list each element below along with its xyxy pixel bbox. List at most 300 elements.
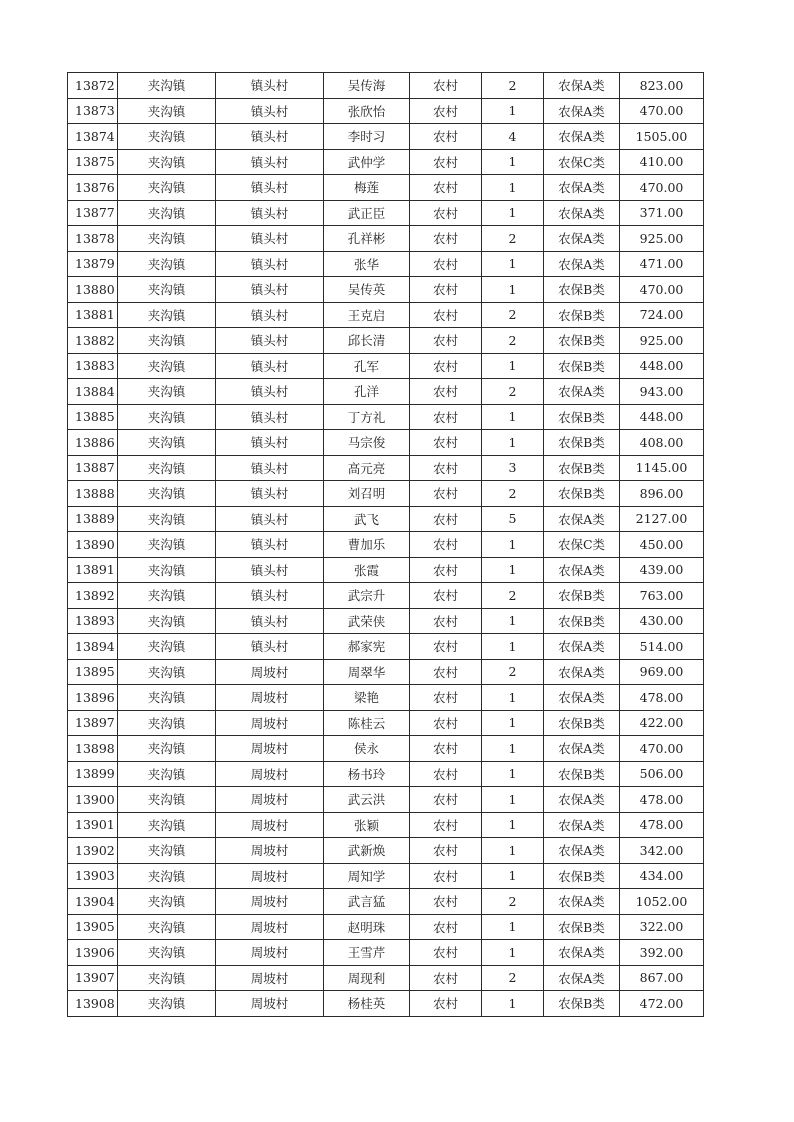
cell-household-type: 农村 (410, 787, 482, 813)
cell-town: 夹沟镇 (118, 710, 216, 736)
cell-id: 13903 (68, 863, 118, 889)
cell-category: 农保A类 (544, 379, 620, 405)
cell-village: 周坡村 (216, 812, 324, 838)
cell-village: 镇头村 (216, 455, 324, 481)
cell-persons: 1 (482, 98, 544, 124)
cell-village: 周坡村 (216, 914, 324, 940)
cell-persons: 1 (482, 251, 544, 277)
cell-name: 侯永 (324, 736, 410, 762)
cell-town: 夹沟镇 (118, 940, 216, 966)
cell-persons: 2 (482, 328, 544, 354)
cell-name: 武仲学 (324, 149, 410, 175)
cell-amount: 470.00 (620, 736, 704, 762)
cell-village: 镇头村 (216, 149, 324, 175)
table-row (68, 124, 704, 150)
cell-town: 夹沟镇 (118, 965, 216, 991)
cell-id: 13904 (68, 889, 118, 915)
cell-amount: 867.00 (620, 965, 704, 991)
cell-id: 13908 (68, 991, 118, 1017)
cell-amount: 969.00 (620, 659, 704, 685)
cell-household-type: 农村 (410, 200, 482, 226)
cell-id: 13880 (68, 277, 118, 303)
cell-village: 镇头村 (216, 302, 324, 328)
cell-village: 镇头村 (216, 328, 324, 354)
cell-name: 梅莲 (324, 175, 410, 201)
cell-household-type: 农村 (410, 583, 482, 609)
cell-amount: 470.00 (620, 277, 704, 303)
cell-village: 镇头村 (216, 506, 324, 532)
cell-amount: 1145.00 (620, 455, 704, 481)
cell-name: 张颖 (324, 812, 410, 838)
table-row (68, 583, 704, 609)
cell-household-type: 农村 (410, 73, 482, 99)
cell-id: 13878 (68, 226, 118, 252)
cell-persons: 1 (482, 532, 544, 558)
cell-persons: 1 (482, 608, 544, 634)
cell-amount: 1052.00 (620, 889, 704, 915)
cell-village: 周坡村 (216, 965, 324, 991)
cell-name: 刘召明 (324, 481, 410, 507)
cell-category: 农保B类 (544, 608, 620, 634)
cell-category: 农保C类 (544, 532, 620, 558)
cell-category: 农保B类 (544, 302, 620, 328)
cell-household-type: 农村 (410, 175, 482, 201)
table-row (68, 277, 704, 303)
table-row (68, 353, 704, 379)
cell-name: 梁艳 (324, 685, 410, 711)
cell-name: 王克启 (324, 302, 410, 328)
cell-amount: 763.00 (620, 583, 704, 609)
cell-id: 13892 (68, 583, 118, 609)
cell-household-type: 农村 (410, 685, 482, 711)
table-row (68, 991, 704, 1017)
cell-household-type: 农村 (410, 124, 482, 150)
cell-category: 农保B类 (544, 353, 620, 379)
table-row (68, 226, 704, 252)
table-row (68, 506, 704, 532)
cell-amount: 478.00 (620, 787, 704, 813)
cell-persons: 1 (482, 787, 544, 813)
cell-amount: 478.00 (620, 812, 704, 838)
cell-amount: 439.00 (620, 557, 704, 583)
cell-village: 周坡村 (216, 659, 324, 685)
table-row (68, 532, 704, 558)
cell-amount: 342.00 (620, 838, 704, 864)
cell-town: 夹沟镇 (118, 302, 216, 328)
table-row (68, 659, 704, 685)
cell-town: 夹沟镇 (118, 200, 216, 226)
table-row (68, 557, 704, 583)
cell-id: 13888 (68, 481, 118, 507)
cell-household-type: 农村 (410, 149, 482, 175)
cell-category: 农保A类 (544, 634, 620, 660)
cell-name: 王雪芹 (324, 940, 410, 966)
cell-household-type: 农村 (410, 455, 482, 481)
cell-persons: 2 (482, 226, 544, 252)
cell-town: 夹沟镇 (118, 761, 216, 787)
cell-id: 13893 (68, 608, 118, 634)
cell-category: 农保B类 (544, 914, 620, 940)
cell-town: 夹沟镇 (118, 98, 216, 124)
cell-town: 夹沟镇 (118, 736, 216, 762)
cell-town: 夹沟镇 (118, 634, 216, 660)
cell-amount: 943.00 (620, 379, 704, 405)
cell-amount: 472.00 (620, 991, 704, 1017)
table-row (68, 328, 704, 354)
cell-household-type: 农村 (410, 710, 482, 736)
cell-amount: 392.00 (620, 940, 704, 966)
table-row (68, 98, 704, 124)
cell-amount: 422.00 (620, 710, 704, 736)
cell-town: 夹沟镇 (118, 583, 216, 609)
cell-town: 夹沟镇 (118, 863, 216, 889)
cell-town: 夹沟镇 (118, 353, 216, 379)
cell-town: 夹沟镇 (118, 608, 216, 634)
table-row (68, 379, 704, 405)
cell-household-type: 农村 (410, 353, 482, 379)
cell-town: 夹沟镇 (118, 914, 216, 940)
cell-amount: 724.00 (620, 302, 704, 328)
table-row (68, 838, 704, 864)
cell-name: 周现利 (324, 965, 410, 991)
cell-name: 孔洋 (324, 379, 410, 405)
cell-amount: 925.00 (620, 328, 704, 354)
cell-amount: 823.00 (620, 73, 704, 99)
cell-village: 周坡村 (216, 710, 324, 736)
cell-village: 周坡村 (216, 889, 324, 915)
cell-persons: 2 (482, 659, 544, 685)
cell-id: 13902 (68, 838, 118, 864)
cell-category: 农保A类 (544, 226, 620, 252)
table-row (68, 812, 704, 838)
table-row (68, 914, 704, 940)
table-row (68, 608, 704, 634)
cell-persons: 1 (482, 812, 544, 838)
cell-town: 夹沟镇 (118, 659, 216, 685)
cell-household-type: 农村 (410, 659, 482, 685)
cell-name: 张欣怡 (324, 98, 410, 124)
cell-town: 夹沟镇 (118, 379, 216, 405)
table-row (68, 965, 704, 991)
cell-id: 13898 (68, 736, 118, 762)
cell-village: 镇头村 (216, 608, 324, 634)
cell-town: 夹沟镇 (118, 685, 216, 711)
cell-amount: 410.00 (620, 149, 704, 175)
table-row (68, 787, 704, 813)
cell-persons: 3 (482, 455, 544, 481)
cell-village: 镇头村 (216, 557, 324, 583)
cell-household-type: 农村 (410, 889, 482, 915)
document-page (67, 72, 704, 1017)
cell-household-type: 农村 (410, 98, 482, 124)
cell-category: 农保A类 (544, 506, 620, 532)
cell-category: 农保B类 (544, 328, 620, 354)
cell-village: 周坡村 (216, 940, 324, 966)
cell-village: 周坡村 (216, 787, 324, 813)
cell-persons: 2 (482, 379, 544, 405)
cell-town: 夹沟镇 (118, 73, 216, 99)
cell-household-type: 农村 (410, 379, 482, 405)
cell-village: 镇头村 (216, 353, 324, 379)
cell-village: 镇头村 (216, 481, 324, 507)
cell-amount: 471.00 (620, 251, 704, 277)
cell-town: 夹沟镇 (118, 506, 216, 532)
cell-amount: 478.00 (620, 685, 704, 711)
cell-category: 农保A类 (544, 965, 620, 991)
cell-household-type: 农村 (410, 506, 482, 532)
cell-persons: 2 (482, 889, 544, 915)
cell-persons: 1 (482, 175, 544, 201)
cell-category: 农保B类 (544, 430, 620, 456)
cell-persons: 2 (482, 481, 544, 507)
cell-id: 13872 (68, 73, 118, 99)
cell-persons: 1 (482, 761, 544, 787)
cell-household-type: 农村 (410, 838, 482, 864)
cell-village: 镇头村 (216, 430, 324, 456)
cell-persons: 1 (482, 991, 544, 1017)
cell-village: 周坡村 (216, 838, 324, 864)
table-row (68, 175, 704, 201)
cell-name: 郝家宪 (324, 634, 410, 660)
cell-id: 13895 (68, 659, 118, 685)
cell-category: 农保A类 (544, 251, 620, 277)
cell-id: 13879 (68, 251, 118, 277)
cell-persons: 1 (482, 430, 544, 456)
cell-town: 夹沟镇 (118, 532, 216, 558)
cell-id: 13891 (68, 557, 118, 583)
cell-id: 13896 (68, 685, 118, 711)
cell-id: 13906 (68, 940, 118, 966)
cell-name: 李时习 (324, 124, 410, 150)
cell-category: 农保B类 (544, 863, 620, 889)
cell-village: 镇头村 (216, 226, 324, 252)
table-row (68, 710, 704, 736)
cell-amount: 470.00 (620, 98, 704, 124)
cell-category: 农保A类 (544, 940, 620, 966)
cell-persons: 5 (482, 506, 544, 532)
cell-id: 13907 (68, 965, 118, 991)
cell-category: 农保C类 (544, 149, 620, 175)
cell-id: 13882 (68, 328, 118, 354)
table-row (68, 404, 704, 430)
cell-persons: 2 (482, 302, 544, 328)
cell-name: 武云洪 (324, 787, 410, 813)
table-row (68, 251, 704, 277)
cell-amount: 448.00 (620, 353, 704, 379)
cell-town: 夹沟镇 (118, 481, 216, 507)
cell-town: 夹沟镇 (118, 430, 216, 456)
cell-persons: 1 (482, 736, 544, 762)
cell-town: 夹沟镇 (118, 812, 216, 838)
cell-village: 镇头村 (216, 634, 324, 660)
cell-name: 邱长清 (324, 328, 410, 354)
cell-persons: 1 (482, 634, 544, 660)
cell-village: 镇头村 (216, 73, 324, 99)
cell-name: 武正臣 (324, 200, 410, 226)
table-row (68, 455, 704, 481)
cell-household-type: 农村 (410, 557, 482, 583)
cell-persons: 1 (482, 557, 544, 583)
cell-category: 农保B类 (544, 761, 620, 787)
cell-category: 农保A类 (544, 98, 620, 124)
cell-town: 夹沟镇 (118, 277, 216, 303)
cell-amount: 371.00 (620, 200, 704, 226)
cell-village: 镇头村 (216, 251, 324, 277)
table-row (68, 200, 704, 226)
cell-category: 农保A类 (544, 659, 620, 685)
cell-town: 夹沟镇 (118, 991, 216, 1017)
cell-persons: 2 (482, 965, 544, 991)
cell-town: 夹沟镇 (118, 175, 216, 201)
cell-town: 夹沟镇 (118, 124, 216, 150)
cell-amount: 1505.00 (620, 124, 704, 150)
cell-persons: 1 (482, 710, 544, 736)
cell-name: 杨桂英 (324, 991, 410, 1017)
cell-name: 张华 (324, 251, 410, 277)
cell-name: 孔祥彬 (324, 226, 410, 252)
cell-id: 13885 (68, 404, 118, 430)
cell-id: 13887 (68, 455, 118, 481)
cell-category: 农保A类 (544, 736, 620, 762)
table-row (68, 430, 704, 456)
table-body (68, 73, 704, 1017)
cell-persons: 1 (482, 404, 544, 430)
cell-category: 农保B类 (544, 277, 620, 303)
cell-name: 武言猛 (324, 889, 410, 915)
cell-id: 13876 (68, 175, 118, 201)
cell-amount: 448.00 (620, 404, 704, 430)
cell-category: 农保A类 (544, 200, 620, 226)
cell-amount: 925.00 (620, 226, 704, 252)
cell-persons: 2 (482, 583, 544, 609)
cell-amount: 470.00 (620, 175, 704, 201)
cell-amount: 430.00 (620, 608, 704, 634)
cell-village: 周坡村 (216, 863, 324, 889)
cell-amount: 434.00 (620, 863, 704, 889)
cell-category: 农保A类 (544, 73, 620, 99)
cell-id: 13894 (68, 634, 118, 660)
cell-village: 镇头村 (216, 175, 324, 201)
cell-household-type: 农村 (410, 328, 482, 354)
cell-id: 13899 (68, 761, 118, 787)
table-row (68, 634, 704, 660)
cell-name: 张霞 (324, 557, 410, 583)
cell-village: 周坡村 (216, 761, 324, 787)
cell-town: 夹沟镇 (118, 226, 216, 252)
benefit-table (67, 72, 704, 1017)
table-row (68, 481, 704, 507)
cell-amount: 450.00 (620, 532, 704, 558)
table-row (68, 685, 704, 711)
cell-village: 镇头村 (216, 379, 324, 405)
cell-persons: 1 (482, 863, 544, 889)
cell-category: 农保A类 (544, 787, 620, 813)
cell-town: 夹沟镇 (118, 889, 216, 915)
cell-village: 镇头村 (216, 532, 324, 558)
cell-town: 夹沟镇 (118, 787, 216, 813)
cell-name: 吴传英 (324, 277, 410, 303)
cell-id: 13890 (68, 532, 118, 558)
cell-category: 农保B类 (544, 583, 620, 609)
table-row (68, 736, 704, 762)
cell-household-type: 农村 (410, 940, 482, 966)
cell-id: 13874 (68, 124, 118, 150)
cell-household-type: 农村 (410, 965, 482, 991)
cell-name: 杨书玲 (324, 761, 410, 787)
cell-persons: 1 (482, 353, 544, 379)
cell-village: 镇头村 (216, 277, 324, 303)
cell-persons: 1 (482, 200, 544, 226)
cell-persons: 1 (482, 914, 544, 940)
cell-name: 武飞 (324, 506, 410, 532)
table-row (68, 149, 704, 175)
cell-household-type: 农村 (410, 736, 482, 762)
cell-household-type: 农村 (410, 277, 482, 303)
cell-household-type: 农村 (410, 251, 482, 277)
cell-category: 农保A类 (544, 175, 620, 201)
cell-village: 镇头村 (216, 98, 324, 124)
cell-category: 农保A类 (544, 557, 620, 583)
cell-category: 农保B类 (544, 710, 620, 736)
table-row (68, 889, 704, 915)
cell-village: 周坡村 (216, 736, 324, 762)
cell-household-type: 农村 (410, 761, 482, 787)
cell-id: 13875 (68, 149, 118, 175)
cell-category: 农保B类 (544, 455, 620, 481)
cell-village: 镇头村 (216, 124, 324, 150)
cell-persons: 1 (482, 838, 544, 864)
cell-id: 13889 (68, 506, 118, 532)
table-row (68, 73, 704, 99)
cell-name: 赵明珠 (324, 914, 410, 940)
cell-category: 农保A类 (544, 838, 620, 864)
table-row (68, 863, 704, 889)
cell-town: 夹沟镇 (118, 328, 216, 354)
table-row (68, 761, 704, 787)
cell-household-type: 农村 (410, 430, 482, 456)
cell-name: 周翠华 (324, 659, 410, 685)
cell-village: 周坡村 (216, 991, 324, 1017)
cell-persons: 1 (482, 277, 544, 303)
cell-id: 13883 (68, 353, 118, 379)
cell-name: 周知学 (324, 863, 410, 889)
cell-village: 镇头村 (216, 404, 324, 430)
cell-id: 13884 (68, 379, 118, 405)
cell-id: 13886 (68, 430, 118, 456)
cell-household-type: 农村 (410, 404, 482, 430)
cell-category: 农保B类 (544, 404, 620, 430)
cell-id: 13877 (68, 200, 118, 226)
cell-amount: 322.00 (620, 914, 704, 940)
cell-id: 13881 (68, 302, 118, 328)
cell-household-type: 农村 (410, 812, 482, 838)
cell-town: 夹沟镇 (118, 455, 216, 481)
cell-category: 农保B类 (544, 481, 620, 507)
cell-town: 夹沟镇 (118, 838, 216, 864)
cell-village: 镇头村 (216, 200, 324, 226)
cell-village: 镇头村 (216, 583, 324, 609)
cell-persons: 2 (482, 73, 544, 99)
cell-household-type: 农村 (410, 532, 482, 558)
cell-village: 周坡村 (216, 685, 324, 711)
cell-name: 吴传海 (324, 73, 410, 99)
cell-town: 夹沟镇 (118, 404, 216, 430)
cell-category: 农保A类 (544, 889, 620, 915)
cell-category: 农保A类 (544, 685, 620, 711)
cell-household-type: 农村 (410, 914, 482, 940)
cell-household-type: 农村 (410, 863, 482, 889)
cell-amount: 514.00 (620, 634, 704, 660)
